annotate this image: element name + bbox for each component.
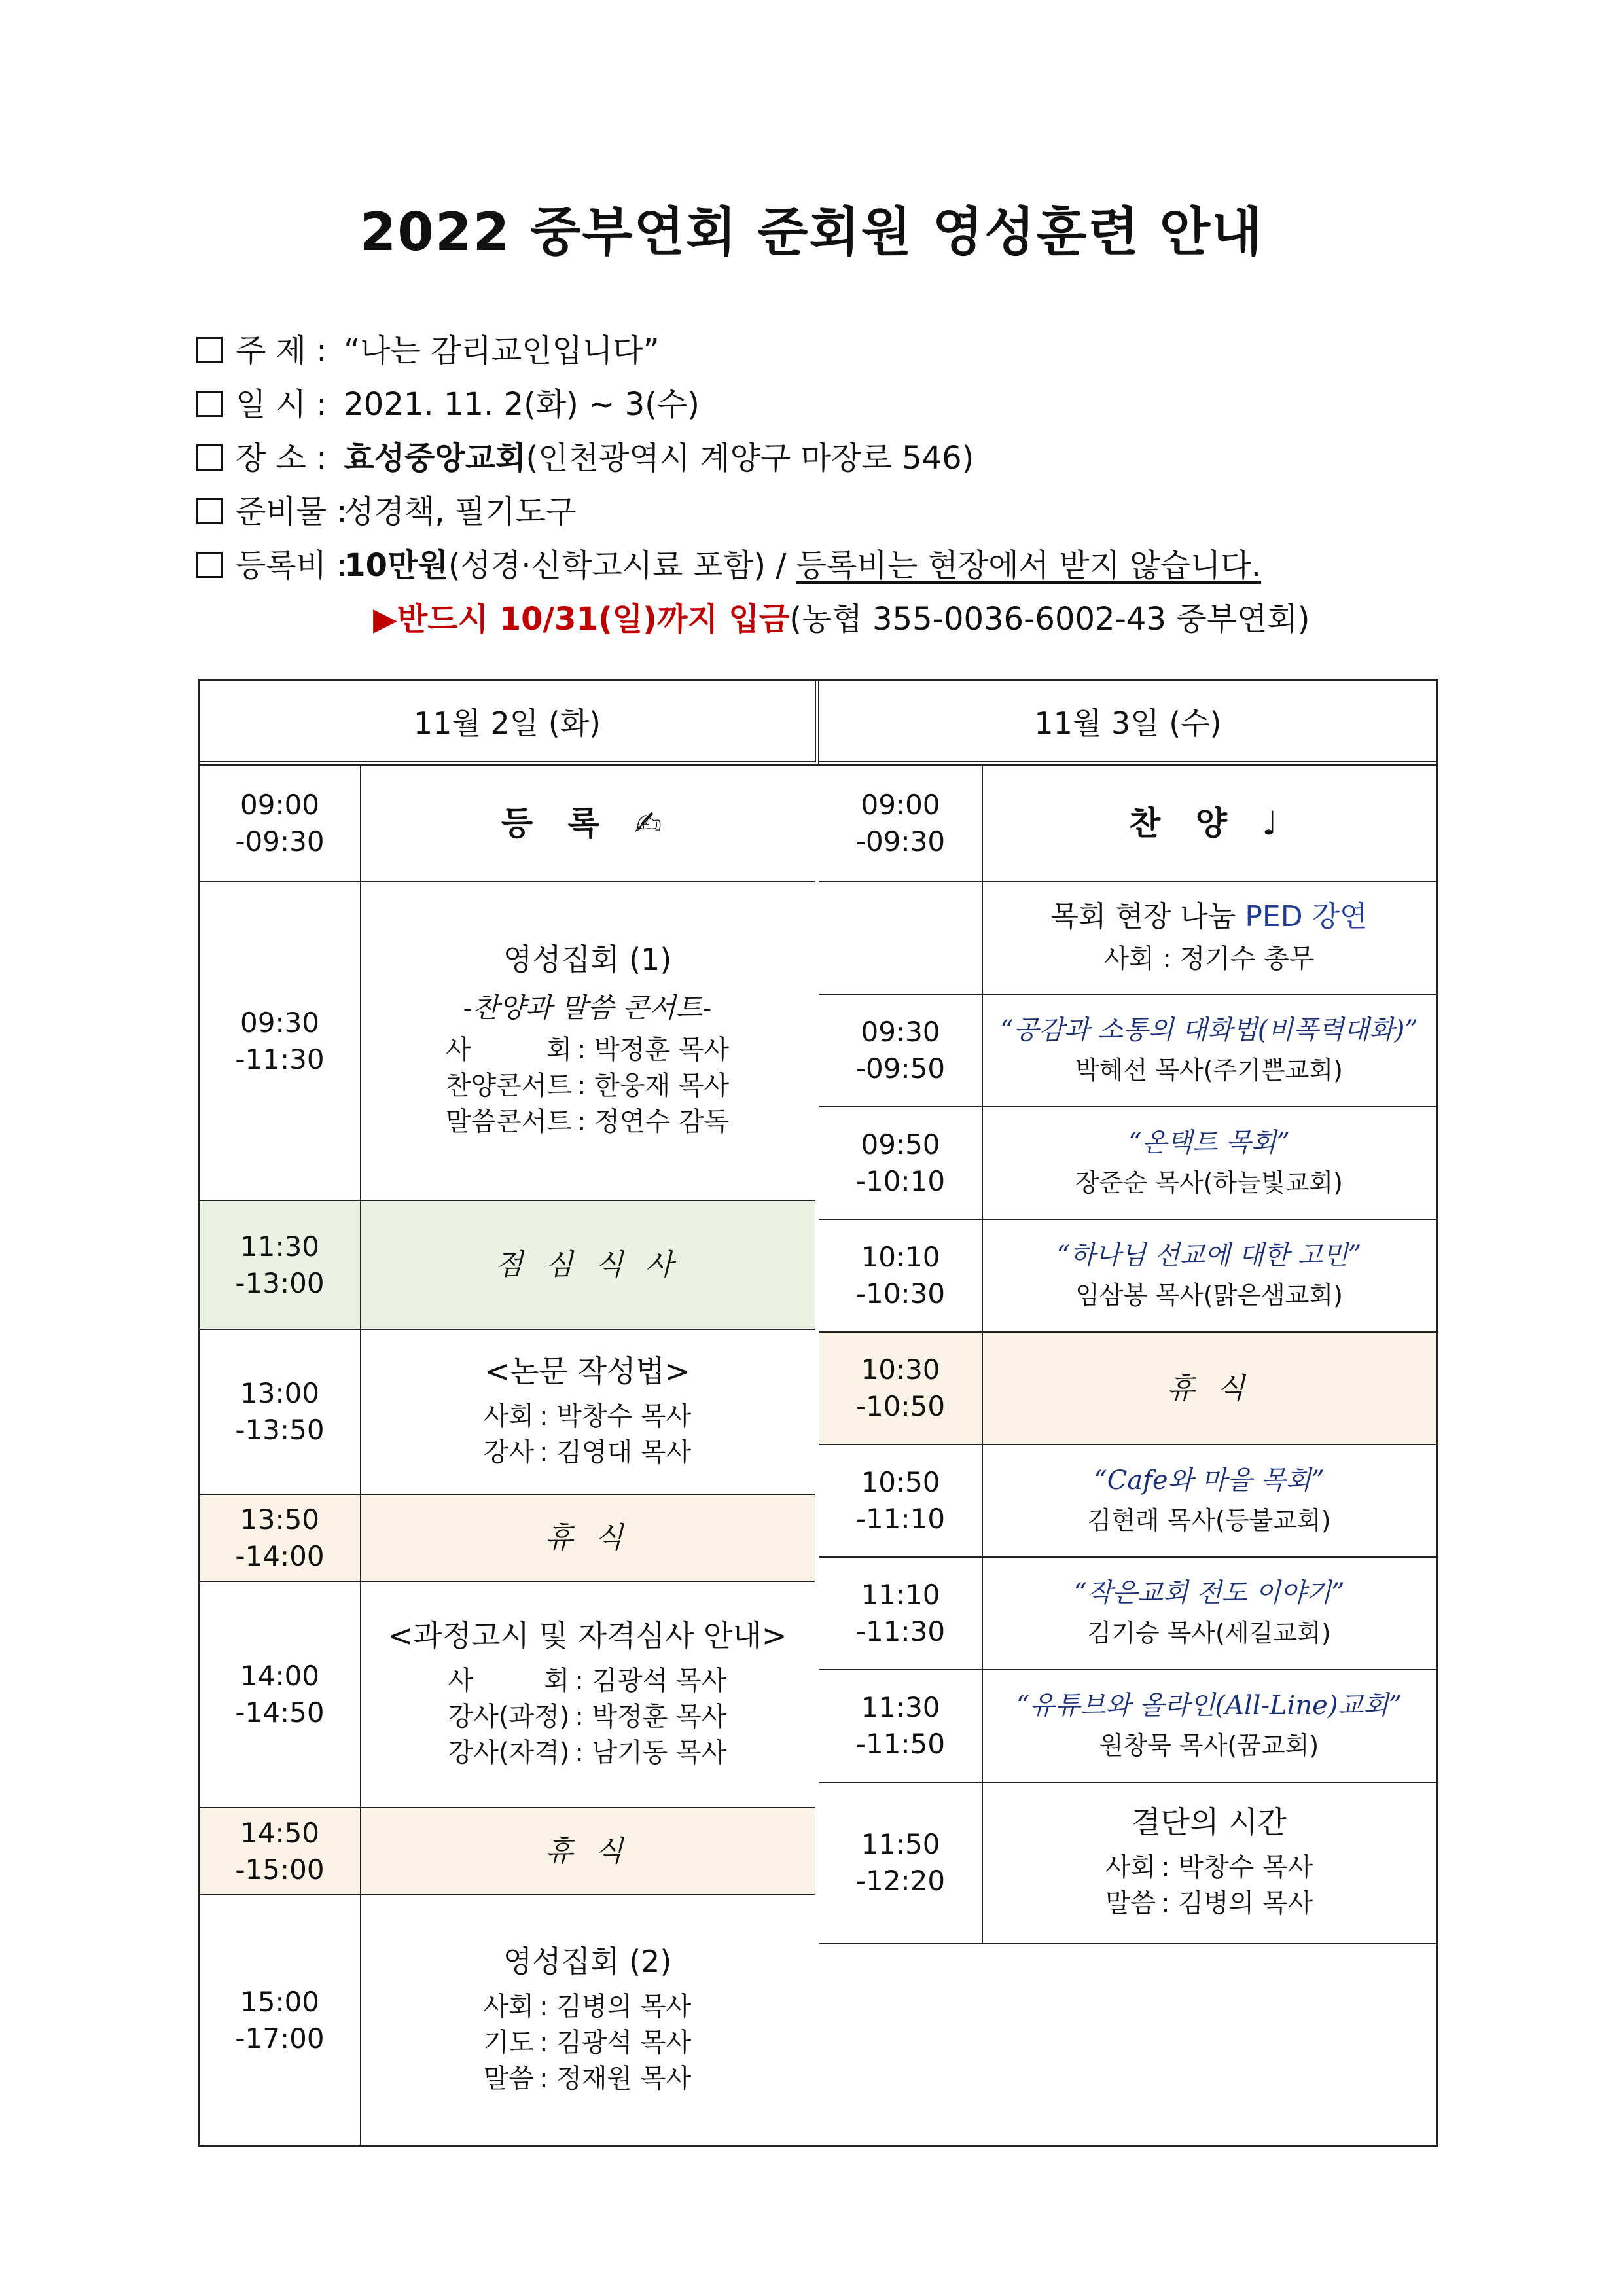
content-cell: 등 록 ✍ (501, 804, 674, 842)
schedule-row-talk (819, 995, 1436, 1107)
info-deposit: ▶반드시 10/31(일)까지 입금(농협 355-0036-6002-43 중부연회) (373, 601, 1310, 637)
schedule-row-talk (819, 1445, 1436, 1558)
schedule-row (200, 1330, 815, 1495)
time-cell: 13:00 -13:50 (200, 1330, 361, 1494)
time-cell: 14:00 -14:50 (200, 1582, 361, 1807)
time-cell: 09:30 -09:50 (819, 995, 983, 1106)
content-cell: 휴 식 (545, 1521, 630, 1554)
time-cell: 10:10 -10:30 (819, 1220, 983, 1331)
content-cell: 영성집회 (1) -찬양과 말씀 콘서트- 사 회 : 박정훈 목사 찬양콘서트 : 한웅재 목사 말씀콘서트 : 정연수 감독 (445, 942, 730, 1137)
checkbox-icon (196, 444, 223, 471)
time-cell: 15:00 -17:00 (200, 1895, 361, 2145)
time-cell: 09:00 -09:30 (200, 766, 361, 881)
content-cell: “작은교회 전도 이야기” 김기승 목사(세길교회) (1073, 1578, 1345, 1647)
time-cell: 11:50 -12:20 (819, 1783, 983, 1943)
checkbox-icon (196, 552, 223, 578)
day2-header: 11월 3일 (수) (819, 681, 1436, 766)
time-cell: 11:30 -13:00 (200, 1201, 361, 1329)
schedule-row (200, 882, 815, 1201)
time-cell: 09:00 -09:30 (819, 766, 983, 881)
content-cell: <과정고시 및 자격심사 안내> 사 회 : 김광석 목사 강사(과정) : 박정훈 목사 강사(자격) : 남기동 목사 (387, 1618, 787, 1768)
schedule-row (819, 1783, 1436, 1944)
info-place: 장 소 : 효성중앙교회(인천광역시 계양구 마장로 546) (196, 431, 1440, 485)
content-cell: “온택트 목회” 장준순 목사(하늘빛교회) (1075, 1128, 1343, 1197)
content-cell: <논문 작성법> 사회 : 박창수 목사 강사 : 김영대 목사 (483, 1353, 692, 1467)
content-cell: 목회 현장 나눔 PED 강연 사회 : 정기수 총무 (1050, 900, 1368, 974)
info-date: 일 시 : 2021. 11. 2(화) ~ 3(수) (196, 378, 1440, 431)
schedule-row-rest (819, 1333, 1436, 1445)
schedule-row (200, 1895, 815, 2145)
content-cell: 결단의 시간 사회 : 박창수 목사 말씀 : 김병의 목사 (1105, 1804, 1313, 1918)
day1-header: 11월 2일 (화) (200, 681, 819, 766)
time-cell: 11:10 -11:30 (819, 1558, 983, 1669)
content-cell: “하나님 선교에 대한 고민” 임삼봉 목사(맑은샘교회) (1056, 1240, 1362, 1310)
schedule-row-rest (200, 1808, 815, 1895)
info-fee: 등록비 : 10만원(성경·신학고시료 포함) / 등록비는 현장에서 받지 않습니다. (196, 539, 1440, 592)
schedule-row (200, 766, 815, 882)
schedule-row-lunch (200, 1201, 815, 1330)
schedule-row-rest (200, 1495, 815, 1582)
time-cell: 09:30 -11:30 (200, 882, 361, 1200)
checkbox-icon (196, 337, 223, 363)
checkbox-icon (196, 391, 223, 417)
time-cell: 10:30 -10:50 (819, 1333, 983, 1444)
content-cell: “유튜브와 올라인(All-Line)교회” 원창묵 목사(꿈교회) (1016, 1691, 1402, 1760)
time-cell (819, 882, 983, 994)
time-cell: 09:50 -10:10 (819, 1107, 983, 1219)
content-cell: 휴 식 (1167, 1371, 1251, 1405)
schedule-row (200, 1582, 815, 1808)
schedule-row (819, 766, 1436, 882)
info-section (196, 324, 1440, 646)
content-cell: 영성집회 (2) 사회 : 김병의 목사 기도 : 김광석 목사 말씀 : 정재원 목사 (483, 1943, 692, 2094)
time-cell: 11:30 -11:50 (819, 1670, 983, 1782)
schedule-row-talk (819, 1107, 1436, 1220)
schedule-row-talk (819, 1670, 1436, 1783)
content-cell: “공감과 소통의 대화법(비폭력대화)” 박혜선 목사(주기쁜교회) (1000, 1015, 1418, 1085)
content-cell: 점 심 식 사 (495, 1248, 680, 1282)
time-cell: 14:50 -15:00 (200, 1808, 361, 1894)
schedule-row-talk (819, 1220, 1436, 1333)
time-cell: 13:50 -14:00 (200, 1495, 361, 1581)
info-prep: 준비물 : 성경책, 필기도구 (196, 485, 1440, 539)
content-cell: 찬 양 ♩ (1129, 804, 1289, 842)
info-theme: 주 제 : “나는 감리교인입니다” (196, 324, 1440, 378)
schedule-row-talk (819, 1558, 1436, 1670)
checkbox-icon (196, 498, 223, 524)
content-cell: 휴 식 (545, 1835, 630, 1868)
schedule-table (198, 679, 1438, 2147)
content-cell: “Cafe와 마을 목회” 김현래 목사(등불교회) (1087, 1465, 1331, 1535)
schedule-row-section (819, 882, 1436, 995)
page-title: 2022 중부연회 준회원 영성훈련 안내 (359, 202, 1264, 262)
time-cell: 10:50 -11:10 (819, 1445, 983, 1556)
